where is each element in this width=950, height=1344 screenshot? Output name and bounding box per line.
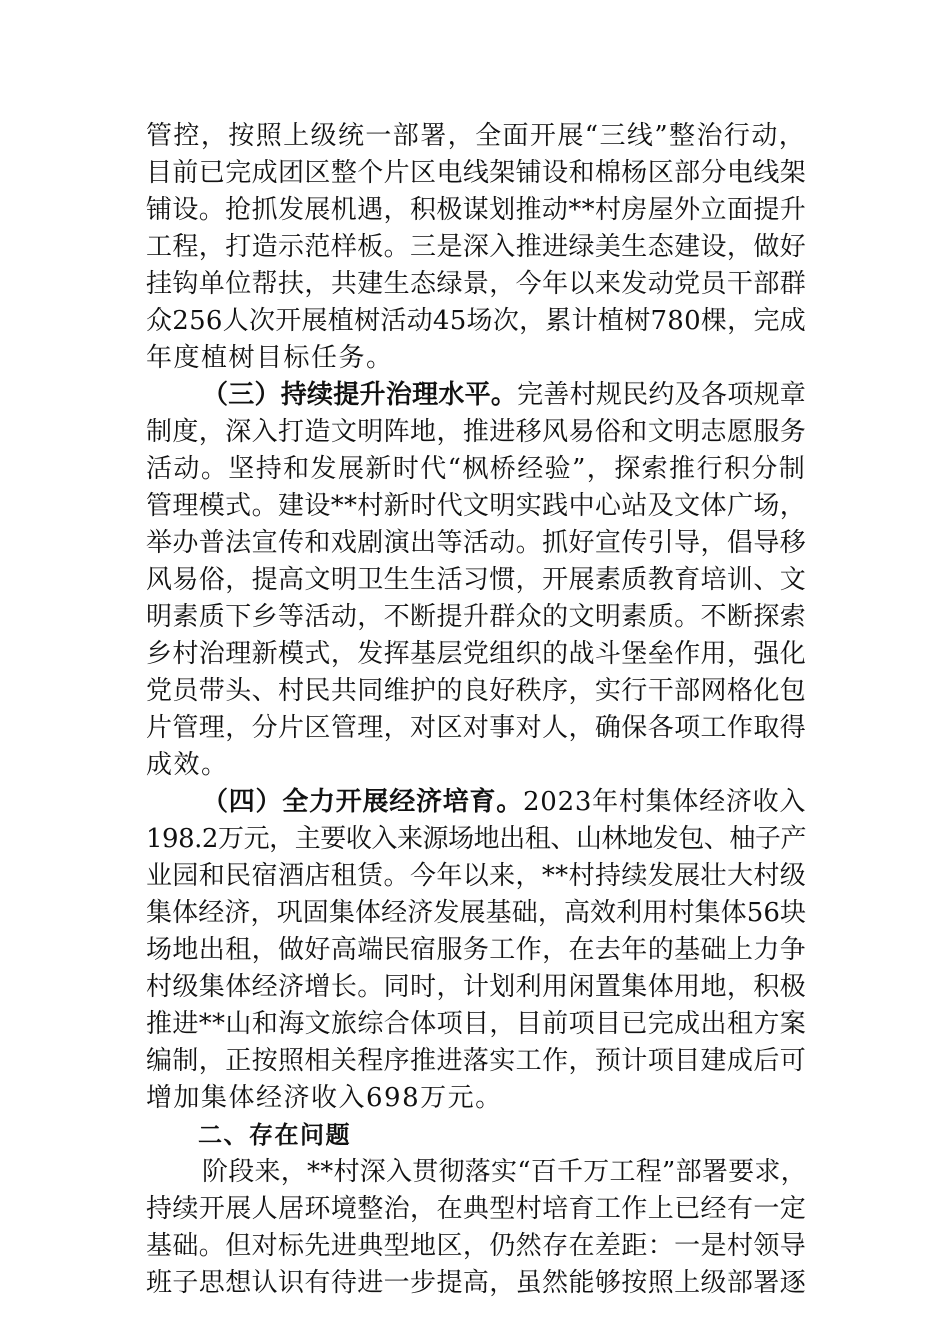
section-3-first-line [146,377,806,414]
body-line: 目前已完成团区整个片区电线架铺设和棉杨区部分电线架 [146,158,806,188]
body-line: 持续开展人居环境整治，在典型村培育工作上已经有一定 [146,1194,806,1224]
section-4-heading: （四）全力开展经济培育。 [202,787,524,817]
section-heading-text: 二、存在问题 [198,1121,351,1149]
body-line: 业园和民宿酒店租赁。今年以来，**村持续发展壮大村级 [146,861,806,891]
body-line: 举办普法宣传和戏剧演出等活动。抓好宣传引导，倡导移 [146,528,806,558]
body-line: 阶段来，**村深入贯彻落实“百千万工程”部署要求， [202,1157,807,1187]
body-line: 管控，按照上级统一部署，全面开展“三线”整治行动， [146,121,806,151]
body-line: 编制，正按照相关程序推进落实工作，预计项目建成后可 [146,1046,806,1076]
body-line: 管理模式。建设**村新时代文明实践中心站及文体广场， [146,491,806,521]
body-line: 村级集体经济增长。同时，计划利用闲置集体用地，积极 [146,972,806,1002]
body-line: 制度，深入打造文明阵地，推进移风易俗和文明志愿服务 [146,417,806,447]
section-3-heading: （三）持续提升治理水平。 [202,380,518,410]
body-line: 明素质下乡等活动，不断提升群众的文明素质。不断探索 [146,602,806,632]
body-line: 乡村治理新模式，发挥基层党组织的战斗堡垒作用，强化 [146,639,806,669]
body-line: 成效。 [146,750,229,780]
body-line: 活动。坚持和发展新时代“枫桥经验”，探索推行积分制 [146,454,806,484]
body-line: 班子思想认识有待进一步提高，虽然能够按照上级部署逐 [146,1268,806,1298]
document-body [146,118,806,1302]
body-line: 铺设。抢抓发展机遇，积极谋划推动**村房屋外立面提升 [146,195,806,225]
body-line: 党员带头、村民共同维护的良好秩序，实行干部网格化包 [146,676,806,706]
body-line: 198.2万元，主要收入来源场地出租、山林地发包、柚子产 [146,824,806,854]
body-line: 推进**山和海文旅综合体项目，目前项目已完成出租方案 [146,1009,806,1039]
section-4-first-line [146,784,806,821]
body-line: 基础。但对标先进典型地区，仍然存在差距：一是村领导 [146,1231,806,1261]
body-line: 年度植树目标任务。 [146,343,394,373]
body-line: 片管理，分片区管理，对区对事对人，确保各项工作取得 [146,713,806,743]
body-line: 场地出租，做好高端民宿服务工作，在去年的基础上力争 [146,935,806,965]
body-line: 众256人次开展植树活动45场次，累计植树780棵，完成 [146,306,806,336]
body-line: 集体经济，巩固集体经济发展基础，高效利用村集体56块 [146,898,806,928]
section-4-first-text: 2023年村集体经济收入 [523,787,807,817]
body-line: 工程，打造示范样板。三是深入推进绿美生态建设，做好 [146,232,806,262]
body-line: 增加集体经济收入698万元。 [146,1083,503,1113]
body-line: 风易俗，提高文明卫生生活习惯，开展素质教育培训、文 [146,565,806,595]
body-line: 挂钩单位帮扶，共建生态绿景，今年以来发动党员干部群 [146,269,806,299]
section-heading-problems [146,1117,806,1154]
section-3-first-text: 完善村规民约及各项规章 [517,380,806,410]
